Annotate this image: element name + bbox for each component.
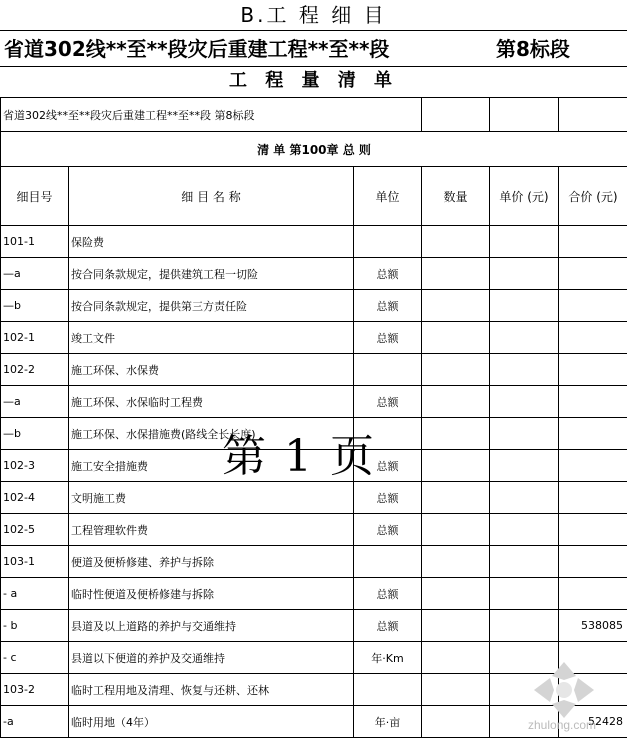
cell-price — [490, 418, 559, 450]
cell-name: 保险费 — [69, 226, 354, 258]
cell-unit — [354, 226, 422, 258]
blank-cell — [490, 98, 559, 132]
cell-name: 文明施工费 — [69, 482, 354, 514]
cell-price — [490, 226, 559, 258]
table-row — [1, 450, 627, 482]
cell-unit: 总额 — [354, 482, 422, 514]
cell-qty — [422, 354, 490, 386]
project-title — [0, 32, 627, 66]
cell-total — [559, 322, 627, 354]
cell-qty — [422, 706, 490, 738]
col-header-qty: 数量 — [422, 167, 490, 226]
cell-total — [559, 258, 627, 290]
cell-qty — [422, 546, 490, 578]
table-row — [1, 290, 627, 322]
cell-price — [490, 450, 559, 482]
brand-text: zhulong.com — [528, 718, 597, 732]
cell-qty — [422, 418, 490, 450]
cell-total — [559, 450, 627, 482]
cell-unit: 总额 — [354, 322, 422, 354]
cell-code: —a — [1, 386, 69, 418]
cell-name: 竣工文件 — [69, 322, 354, 354]
blank-cell — [422, 98, 490, 132]
cell-code: - c — [1, 642, 69, 674]
cell-price — [490, 258, 559, 290]
col-header-name: 细 目 名 称 — [69, 167, 354, 226]
cell-code: 102-5 — [1, 514, 69, 546]
cell-unit: 年·Km — [354, 642, 422, 674]
bill-table — [0, 97, 627, 738]
table-row — [1, 258, 627, 290]
cell-qty — [422, 642, 490, 674]
cell-qty — [422, 514, 490, 546]
cell-total: 538085 — [559, 610, 627, 642]
cell-qty — [422, 578, 490, 610]
cell-qty — [422, 674, 490, 706]
table-row — [1, 514, 627, 546]
cell-code: 103-2 — [1, 674, 69, 706]
cell-unit: 总额 — [354, 386, 422, 418]
col-header-total: 合价 (元) — [559, 167, 627, 226]
bill-table-body — [1, 98, 627, 738]
cell-qty — [422, 450, 490, 482]
cell-price — [490, 578, 559, 610]
col-header-code: 细目号 — [1, 167, 69, 226]
cell-name: 施工环保、水保费 — [69, 354, 354, 386]
cell-total — [559, 514, 627, 546]
cell-unit: 总额 — [354, 290, 422, 322]
cell-total — [559, 226, 627, 258]
cell-name: 施工安全措施费 — [69, 450, 354, 482]
cell-price — [490, 322, 559, 354]
cell-name: 县道以下便道的养护及交通维持 — [69, 642, 354, 674]
project-row-label: 省道302线**至**段灾后重建工程**至**段 第8标段 — [1, 98, 422, 132]
cell-code: - a — [1, 578, 69, 610]
cell-name: 按合同条款规定，提供建筑工程一切险 — [69, 258, 354, 290]
cell-total — [559, 482, 627, 514]
cell-unit: 年·亩 — [354, 706, 422, 738]
doc-title: B.工 程 细 目 — [240, 3, 387, 27]
cell-name: 施工环保、水保临时工程费 — [69, 386, 354, 418]
cell-code: 102-1 — [1, 322, 69, 354]
cell-total — [559, 418, 627, 450]
cell-unit: 总额 — [354, 514, 422, 546]
cell-code: 103-1 — [1, 546, 69, 578]
cell-code: 101-1 — [1, 226, 69, 258]
cell-code: 102-4 — [1, 482, 69, 514]
cell-name: 临时用地（4年） — [69, 706, 354, 738]
cell-code: —a — [1, 258, 69, 290]
cell-name: 工程管理软件费 — [69, 514, 354, 546]
cell-price — [490, 386, 559, 418]
cell-name: 施工环保、水保措施费(路线全长长度) — [69, 418, 354, 450]
table-row — [1, 386, 627, 418]
cell-price — [490, 482, 559, 514]
cell-total — [559, 546, 627, 578]
cell-name: 按合同条款规定，提供第三方责任险 — [69, 290, 354, 322]
cell-qty — [422, 482, 490, 514]
cell-unit — [354, 546, 422, 578]
cell-total: 52428 — [559, 706, 627, 738]
cell-name: 临时性便道及便桥修建与拆除 — [69, 578, 354, 610]
cell-unit: 总额 — [354, 578, 422, 610]
col-header-unit: 单位 — [354, 167, 422, 226]
cell-code: -a — [1, 706, 69, 738]
project-name: 省道302线**至**段灾后重建工程**至**段 — [4, 37, 390, 61]
cell-price — [490, 354, 559, 386]
cell-code: 102-2 — [1, 354, 69, 386]
table-row — [1, 354, 627, 386]
cell-qty — [422, 258, 490, 290]
list-title: 工 程 量 清 单 — [228, 70, 399, 91]
cell-qty — [422, 610, 490, 642]
cell-unit — [354, 418, 422, 450]
col-header-price: 单价 (元) — [490, 167, 559, 226]
table-row — [1, 610, 627, 642]
cell-unit: 总额 — [354, 450, 422, 482]
cell-price — [490, 514, 559, 546]
cell-unit — [354, 674, 422, 706]
cell-unit: 总额 — [354, 610, 422, 642]
cell-qty — [422, 290, 490, 322]
cell-total — [559, 290, 627, 322]
blank-cell — [559, 98, 627, 132]
column-header-row — [1, 167, 627, 226]
cell-name: 县道及以上道路的养护与交通维持 — [69, 610, 354, 642]
table-row — [1, 482, 627, 514]
cell-qty — [422, 226, 490, 258]
cell-price — [490, 546, 559, 578]
table-row — [1, 418, 627, 450]
cell-total — [559, 578, 627, 610]
zhulong-logo-icon — [528, 660, 600, 720]
cell-code: 102-3 — [1, 450, 69, 482]
cell-code: —b — [1, 418, 69, 450]
cell-name: 便道及便桥修建、养护与拆除 — [69, 546, 354, 578]
cell-unit: 总额 — [354, 258, 422, 290]
table-row — [1, 226, 627, 258]
divider — [0, 30, 627, 31]
table-row — [1, 578, 627, 610]
cell-total — [559, 354, 627, 386]
project-row — [1, 98, 627, 132]
cell-qty — [422, 386, 490, 418]
chapter-row — [1, 132, 627, 167]
cell-price — [490, 610, 559, 642]
page-watermark: 第 1 页 — [222, 431, 376, 482]
cell-unit — [354, 354, 422, 386]
table-row — [1, 546, 627, 578]
chapter-label: 清 单 第100章 总 则 — [1, 132, 627, 167]
cell-code: —b — [1, 290, 69, 322]
cell-code: - b — [1, 610, 69, 642]
table-row — [1, 322, 627, 354]
cell-total — [559, 386, 627, 418]
cell-qty — [422, 322, 490, 354]
section-name: 第8标段 — [496, 37, 570, 61]
cell-name: 临时工程用地及清理、恢复与还耕、还林 — [69, 674, 354, 706]
cell-price — [490, 290, 559, 322]
